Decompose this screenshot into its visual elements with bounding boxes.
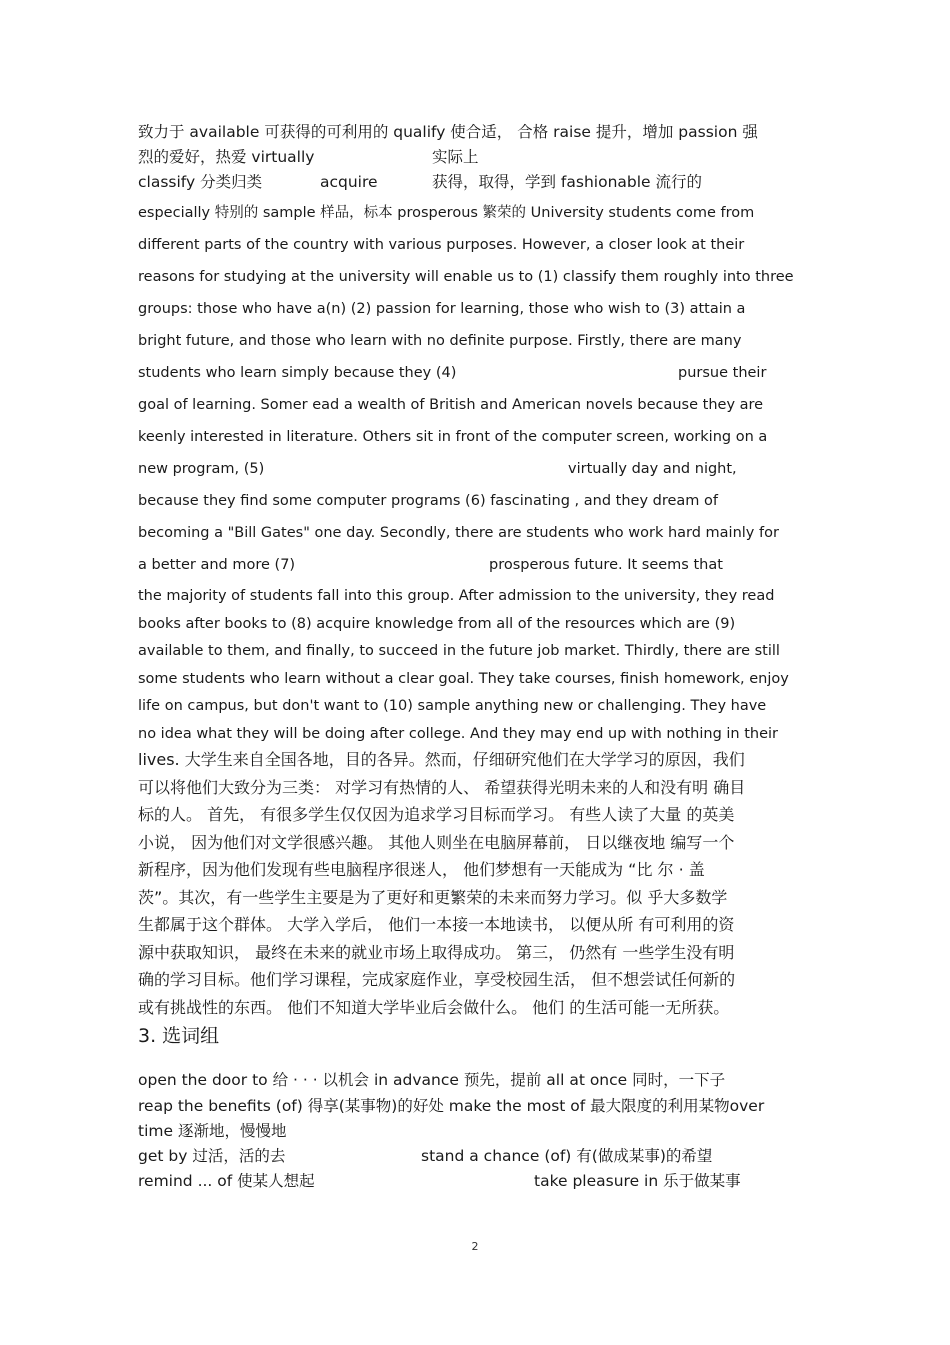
phrase-line-2: reap the benefits (of) 得享(某事物)的好处 make the most of 最大限度的利用某物over <box>138 1097 765 1115</box>
passage-line-7: keenly interested in literature. Others sit in front of the computer screen, working on a <box>138 429 768 445</box>
passage-line-13: books after books to (8) acquire knowledge from all of the resources which are (9) <box>138 616 736 632</box>
passage-line-10: becoming a "Bill Gates" one day. Secondly, there are students who work hard mainly for <box>138 525 779 541</box>
vocab-line-3-right: 获得，取得，学到 fashionable 流行的 <box>432 173 703 191</box>
passage-line-6: goal of learning. Somer ead a wealth of British and American novels because they are <box>138 397 764 413</box>
translation-line-8: 源中获取知识， 最终在未来的就业市场上取得成功。 第三， 仍然有 一些学生没有明 <box>138 943 735 962</box>
phrase-line-5-right: take pleasure in 乐于做某事 <box>534 1172 741 1190</box>
passage-line-12: the majority of students fall into this group. After admission to the university, they read <box>138 588 775 604</box>
passage-line-9: because they find some computer programs (6) fascinating , and they dream of <box>138 493 718 509</box>
translation-line-6: 茨”。其次，有一些学生主要是为了更好和更繁荣的未来而努力学习。似 乎大多数学 <box>138 888 728 907</box>
passage-line-11-right: prosperous future. It seems that <box>489 557 723 573</box>
phrase-line-4-right: stand a chance (of) 有(做成某事)的希望 <box>421 1147 713 1165</box>
passage-line-3: groups: those who have a(n) (2) passion for learning, those who wish to (3) attain a <box>138 301 746 317</box>
vocab-line-3-mid: acquire <box>320 173 378 191</box>
phrase-line-1: open the door to 给 · · · 以机会 in advance 预先，提前 all at once 同时，一下子 <box>138 1071 726 1089</box>
translation-line-1: lives. 大学生来自全国各地，目的各异。然而，仔细研究他们在大学学习的原因，我们 <box>138 750 745 769</box>
passage-line-11-left: a better and more (7) <box>138 557 296 573</box>
vocab-line-2-left: 烈的爱好，热爱 virtually <box>138 148 315 166</box>
passage-line-16: life on campus, but don't want to (10) sample anything new or challenging. They have <box>138 698 767 714</box>
translation-line-9: 确的学习目标。他们学习课程，完成家庭作业，享受校园生活， 但不想尝试任何新的 <box>138 970 736 989</box>
passage-line-4: bright future, and those who learn with no definite purpose. Firstly, there are many <box>138 333 742 349</box>
translation-line-3: 标的人。 首先， 有很多学生仅仅因为追求学习目标而学习。 有些人读了大量 的英美 <box>138 805 735 824</box>
passage-line-1: different parts of the country with various purposes. However, a closer look at their <box>138 237 745 253</box>
translation-line-7: 生都属于这个群体。 大学入学后， 他们一本接一本地读书， 以便从所 有可利用的资 <box>138 915 735 934</box>
passage-line-2: reasons for studying at the university will enable us to (1) classify them roughly into three <box>138 269 794 285</box>
vocab-line-3-left: classify 分类归类 <box>138 173 263 191</box>
passage-line-14: available to them, and finally, to succeed in the future job market. Thirdly, there are still <box>138 643 780 659</box>
phrase-line-3: time 逐渐地，慢慢地 <box>138 1122 287 1140</box>
translation-line-10: 或有挑战性的东西。 他们不知道大学毕业后会做什么。 他们 的生活可能一无所获。 <box>138 998 730 1017</box>
section-heading: 3. 选词组 <box>138 1025 220 1047</box>
phrase-line-4-left: get by 过活，活的去 <box>138 1147 286 1165</box>
vocab-line-2-right: 实际上 <box>432 148 479 166</box>
passage-line-17: no idea what they will be doing after college. And they may end up with nothing in their <box>138 726 778 742</box>
passage-line-8-left: new program, (5) <box>138 461 265 477</box>
translation-line-2: 可以将他们大致分为三类： 对学习有热情的人、 希望获得光明未来的人和没有明 确目 <box>138 778 746 797</box>
page-number: 2 <box>471 1240 479 1253</box>
passage-line-5-right: pursue their <box>678 365 767 381</box>
passage-line-8-right: virtually day and night, <box>568 461 737 477</box>
vocab-line-1: 致力于 available 可获得的可利用的 qualify 使合适， 合格 raise 提升，增加 passion 强 <box>138 123 758 141</box>
passage-line-5-left: students who learn simply because they (4) <box>138 365 457 381</box>
translation-line-4: 小说， 因为他们对文学很感兴趣。 其他人则坐在电脑屏幕前， 日以继夜地 编写一个 <box>138 833 735 852</box>
passage-line-15: some students who learn without a clear goal. They take courses, finish homework, enjoy <box>138 671 789 687</box>
phrase-line-5-left: remind ... of 使某人想起 <box>138 1172 315 1190</box>
translation-line-5: 新程序，因为他们发现有些电脑程序很迷人， 他们梦想有一天能成为 “比 尔 · 盖 <box>138 860 705 879</box>
vocab-line-4: especially 特别的 sample 样品，标本 prosperous 繁荣的 University students come from <box>138 205 755 221</box>
